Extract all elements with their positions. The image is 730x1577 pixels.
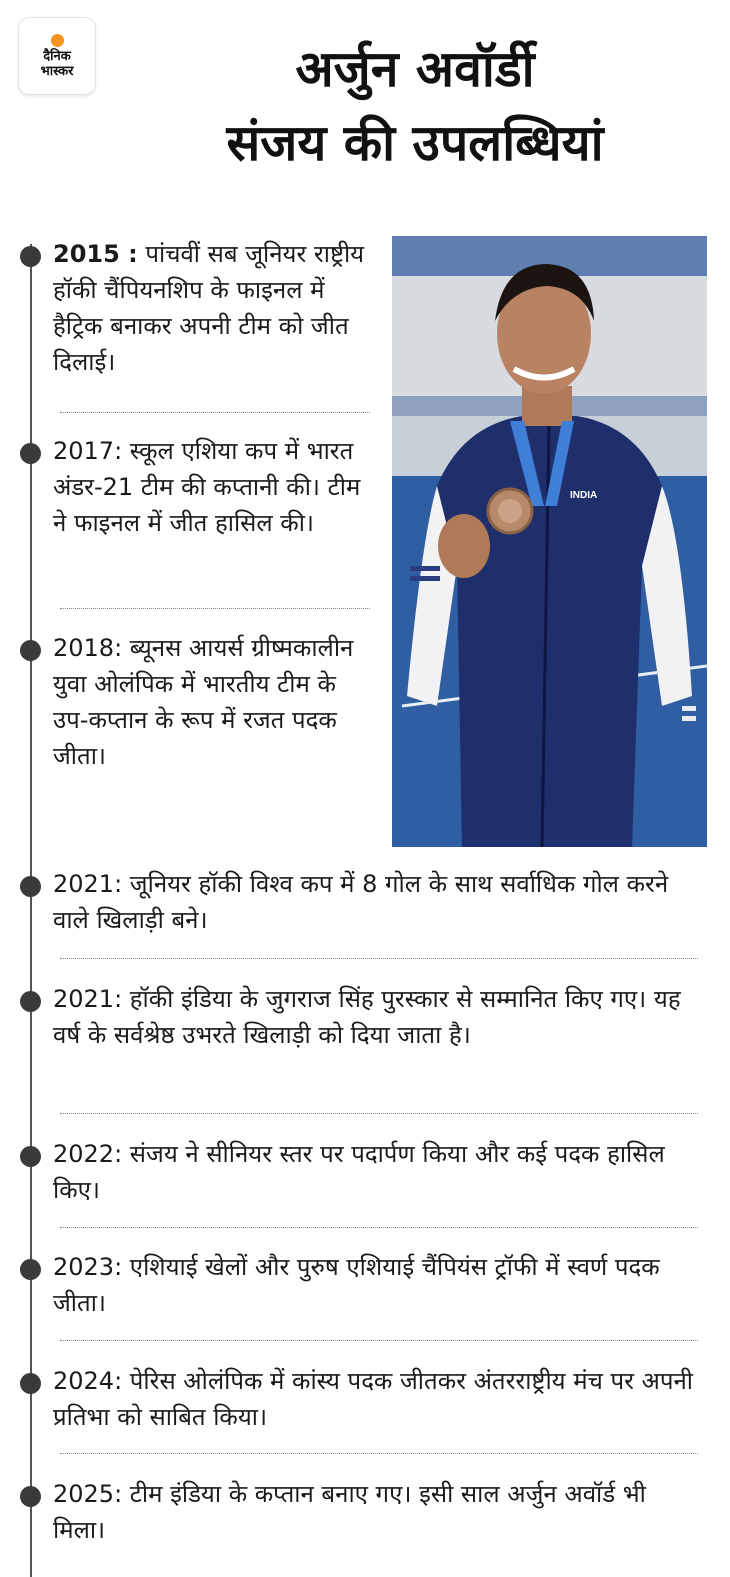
item-description: 2025: टीम इंडिया के कप्तान बनाए गए। इसी साल अर्जुन अवॉर्ड भी मिला। [53,1480,646,1544]
jersey-india-text: INDIA [570,490,598,501]
separator [60,958,698,959]
logo-line-1: दैनिक [43,48,71,64]
timeline-bullet-icon [20,443,41,464]
separator [60,1453,698,1454]
separator [60,1227,698,1228]
timeline-bullet-icon [20,640,41,661]
item-description: पांचवीं सब जूनियर राष्ट्रीय हॉकी चैंपियनशिप के फाइनल में हैट्रिक बनाकर अपनी टीम को जीत दिलाई। [53,240,365,376]
timeline-bullet-icon [20,876,41,897]
item-description: 2017: स्कूल एशिया कप में भारत अंडर-21 टीम की कप्तानी की। टीम ने फाइनल में जीत हासिल की। [53,437,361,537]
timeline-bullet-icon [20,1259,41,1280]
item-description: 2023: एशियाई खेलों और पुरुष एशियाई चैंपियंस ट्रॉफी में स्वर्ण पदक जीता। [53,1253,660,1317]
item-description: 2018: ब्यूनस आयर्स ग्रीष्मकालीन युवा ओलंपिक में भारतीय टीम के उप-कप्तान के रूप में रजत पदक जीता। [53,634,354,770]
separator [60,608,370,609]
sun-dot-icon [51,34,64,47]
timeline-bullet-icon [20,991,41,1012]
item-text [53,236,373,380]
player-illustration [392,236,707,847]
item-description: 2022: संजय ने सीनियर स्तर पर पदार्पण किया और कई पदक हासिल किए। [53,1140,665,1204]
item-description: 2021: जूनियर हॉकी विश्व कप में 8 गोल के साथ सर्वाधिक गोल करने वाले खिलाड़ी बने। [53,870,669,934]
player-photo [392,236,707,847]
separator [60,1340,698,1341]
logo-line-2: भास्कर [40,63,74,79]
timeline-bullet-icon [20,1146,41,1167]
title-line-2: संजय की उपलब्धियां [226,114,604,172]
separator [60,412,370,413]
separator [60,1113,698,1114]
item-year: 2015 : [53,240,138,268]
timeline-bullet-icon [20,1373,41,1394]
item-description: 2024: पेरिस ओलंपिक में कांस्य पदक जीतकर अंतरराष्ट्रीय मंच पर अपनी प्रतिभा को साबित किया। [53,1367,694,1431]
timeline-bullet-icon [20,1486,41,1507]
timeline-bullet-icon [20,246,41,267]
page-title [100,32,730,180]
title-line-1: अर्जुन अवॉर्डी [295,40,535,98]
item-description: 2021: हॉकी इंडिया के जुगराज सिंह पुरस्कार से सम्मानित किए गए। यह वर्ष के सर्वश्रेष्ठ उभरते खिलाड़ी को दिया जाता है। [53,985,681,1049]
dainik-bhaskar-logo[interactable] [19,18,95,94]
